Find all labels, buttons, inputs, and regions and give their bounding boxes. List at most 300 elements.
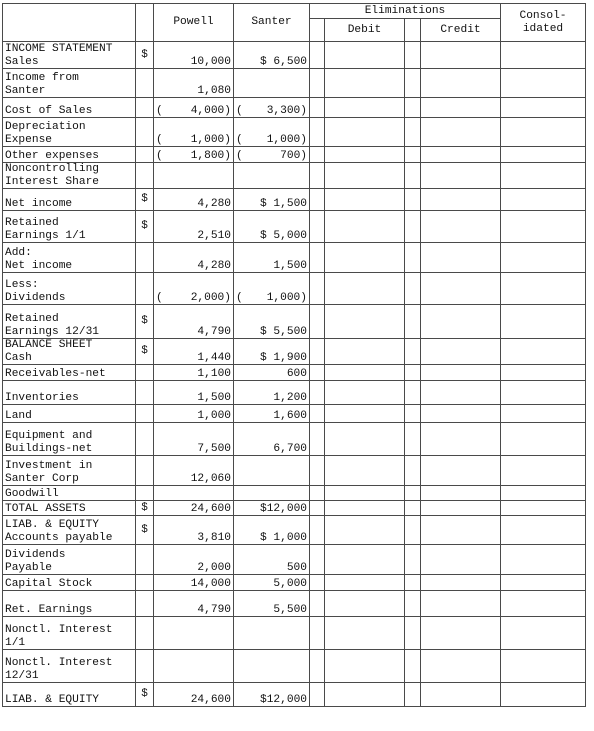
powell-amount — [154, 591, 234, 617]
santer-value: $ 1,000 — [260, 531, 307, 544]
elim-debit-amount — [325, 163, 405, 189]
table-row — [3, 381, 586, 405]
santer-amount — [234, 365, 310, 381]
powell-amount — [154, 650, 234, 683]
elim-debit-marker — [310, 98, 325, 118]
row-label-line: Expense — [5, 133, 52, 146]
powell-amount — [154, 365, 234, 381]
elim-debit-marker — [310, 42, 325, 69]
consolidated-amount — [501, 339, 586, 365]
powell-value: 1,000 — [197, 409, 231, 422]
row-label-line: Interest Share — [5, 175, 99, 188]
row-label-line: Equipment and — [5, 430, 93, 442]
powell-value: 12,060 — [190, 472, 231, 485]
col-header-debit: Debit — [325, 19, 405, 42]
consolidated-amount — [501, 486, 586, 501]
elim-debit-marker — [310, 69, 325, 98]
dollar-sign-cell — [136, 650, 154, 683]
consolidated-amount — [501, 545, 586, 575]
powell-value: 10,000 — [190, 55, 231, 68]
row-label-line: Land — [5, 409, 32, 422]
powell-value: 1,800) — [190, 149, 231, 162]
elim-debit-amount — [325, 147, 405, 163]
table-row — [3, 163, 586, 189]
powell-value: 2,510 — [197, 229, 231, 242]
consolidated-amount — [501, 305, 586, 339]
santer-amount — [234, 683, 310, 707]
santer-value: 600 — [286, 367, 307, 380]
santer-amount — [234, 456, 310, 486]
elim-credit-marker — [405, 456, 421, 486]
row-label-line: BALANCE SHEET — [5, 339, 93, 351]
dollar-sign-cell — [136, 98, 154, 118]
col-header-consolidated — [501, 4, 586, 42]
powell-value: 2,000) — [190, 291, 231, 304]
powell-amount — [154, 456, 234, 486]
elim-credit-marker — [405, 650, 421, 683]
row-label-line: Nonctl. Interest — [5, 657, 113, 669]
header-label-cell — [3, 4, 136, 42]
table-row — [3, 118, 586, 147]
elim-debit-amount — [325, 423, 405, 456]
santer-amount — [234, 650, 310, 683]
dollar-sign-cell — [136, 273, 154, 305]
row-label-line: Retained — [5, 313, 59, 325]
row-label-line: Earnings 1/1 — [5, 229, 86, 242]
santer-value: 1,000) — [266, 291, 307, 304]
elim-credit-amount — [421, 501, 501, 516]
row-label-line: 12/31 — [5, 669, 39, 682]
elim-credit-amount — [421, 42, 501, 69]
consolidated-amount — [501, 683, 586, 707]
consolidated-amount — [501, 650, 586, 683]
row-label-line: LIAB. & EQUITY — [5, 693, 99, 706]
consolidated-amount — [501, 617, 586, 650]
elim-credit-marker — [405, 339, 421, 365]
elim-credit-amount — [421, 423, 501, 456]
row-label — [3, 273, 136, 305]
elim-credit-amount — [421, 163, 501, 189]
row-label — [3, 591, 136, 617]
row-label — [3, 456, 136, 486]
santer-amount — [234, 243, 310, 273]
elim-credit-amount — [421, 381, 501, 405]
elim-debit-amount — [325, 617, 405, 650]
row-label-line: Buildings-net — [5, 442, 93, 455]
elim-credit-marker — [405, 591, 421, 617]
header-dollar-cell — [136, 4, 154, 42]
elim-credit-marker — [405, 69, 421, 98]
santer-amount — [234, 163, 310, 189]
table-row — [3, 405, 586, 423]
powell-value: 4,000) — [190, 104, 231, 117]
powell-value: 7,500 — [197, 442, 231, 455]
dollar-sign-cell: $ — [136, 683, 154, 707]
dollar-sign-cell: $ — [136, 42, 154, 69]
elim-debit-amount — [325, 456, 405, 486]
elim-debit-marker — [310, 273, 325, 305]
elim-credit-marker — [405, 423, 421, 456]
elim-credit-marker — [405, 118, 421, 147]
powell-amount — [154, 575, 234, 591]
consolidated-amount — [501, 591, 586, 617]
elim-credit-marker — [405, 163, 421, 189]
col-header-credit: Credit — [421, 19, 501, 42]
row-label — [3, 305, 136, 339]
elim-debit-marker — [310, 591, 325, 617]
row-label — [3, 381, 136, 405]
elim-credit-amount — [421, 365, 501, 381]
dollar-sign-cell — [136, 423, 154, 456]
elim-debit-amount — [325, 189, 405, 211]
powell-value: 1,500 — [197, 391, 231, 404]
consolidated-amount — [501, 516, 586, 545]
elim-credit-amount — [421, 339, 501, 365]
powell-amount — [154, 69, 234, 98]
elim-credit-amount — [421, 305, 501, 339]
elim-debit-marker — [310, 501, 325, 516]
elim-credit-marker — [405, 189, 421, 211]
table-row — [3, 243, 586, 273]
row-label-line: Receivables-net — [5, 367, 106, 380]
elim-debit-marker — [310, 683, 325, 707]
table-row — [3, 147, 586, 163]
powell-amount — [154, 516, 234, 545]
elim-credit-amount — [421, 650, 501, 683]
elim-credit-amount — [421, 69, 501, 98]
elim-debit-marker — [310, 339, 325, 365]
santer-value: $12,000 — [260, 693, 307, 706]
elim-debit-marker — [310, 243, 325, 273]
consolidated-amount — [501, 273, 586, 305]
row-label — [3, 211, 136, 243]
santer-amount — [234, 575, 310, 591]
elim-credit-marker — [405, 211, 421, 243]
powell-amount — [154, 501, 234, 516]
open-paren: ( — [156, 149, 163, 162]
table-row — [3, 617, 586, 650]
santer-amount — [234, 305, 310, 339]
powell-amount — [154, 305, 234, 339]
santer-value: 700) — [280, 149, 307, 162]
elim-debit-marker — [310, 163, 325, 189]
consolidated-amount — [501, 211, 586, 243]
table-row — [3, 339, 586, 365]
elim-debit-amount — [325, 305, 405, 339]
row-label-line: Dividends — [5, 549, 66, 561]
elim-credit-marker — [405, 273, 421, 305]
dollar-sign-cell: $ — [136, 211, 154, 243]
row-label-line: Inventories — [5, 391, 79, 404]
elim-debit-marker — [310, 545, 325, 575]
powell-value: 4,790 — [197, 603, 231, 616]
santer-amount — [234, 273, 310, 305]
santer-value: $12,000 — [260, 502, 307, 515]
table-row — [3, 423, 586, 456]
elim-credit-amount — [421, 683, 501, 707]
dollar-sign-cell — [136, 405, 154, 423]
santer-amount — [234, 69, 310, 98]
row-label — [3, 486, 136, 501]
elim-debit-marker — [310, 516, 325, 545]
row-label-line: Capital Stock — [5, 577, 93, 590]
elim-debit-amount — [325, 545, 405, 575]
elim-credit-marker — [405, 42, 421, 69]
elim-credit-amount — [421, 118, 501, 147]
elim-debit-amount — [325, 243, 405, 273]
santer-value: $ 6,500 — [260, 55, 307, 68]
elim-credit-amount — [421, 189, 501, 211]
santer-value: 1,500 — [273, 259, 307, 272]
elim-credit-amount — [421, 486, 501, 501]
santer-amount — [234, 98, 310, 118]
dollar-sign-cell — [136, 243, 154, 273]
consolidated-amount — [501, 365, 586, 381]
elim-debit-amount — [325, 516, 405, 545]
elim-debit-amount — [325, 650, 405, 683]
elim-credit-amount — [421, 147, 501, 163]
row-label-line: 1/1 — [5, 636, 26, 649]
elim-debit-amount — [325, 405, 405, 423]
elim-credit-marker — [405, 305, 421, 339]
elim-debit-marker — [310, 147, 325, 163]
consolidated-amount — [501, 163, 586, 189]
row-label — [3, 423, 136, 456]
powell-value: 1,100 — [197, 367, 231, 380]
row-label-line: Depreciation — [5, 121, 86, 133]
table-row — [3, 456, 586, 486]
elim-credit-amount — [421, 617, 501, 650]
dollar-sign-cell — [136, 617, 154, 650]
row-label — [3, 683, 136, 707]
open-paren: ( — [236, 149, 243, 162]
row-label — [3, 98, 136, 118]
powell-value: 2,000 — [197, 561, 231, 574]
powell-amount — [154, 273, 234, 305]
elim-debit-marker — [310, 423, 325, 456]
consolidated-amount — [501, 98, 586, 118]
santer-amount — [234, 381, 310, 405]
powell-amount — [154, 545, 234, 575]
elim-credit-amount — [421, 211, 501, 243]
dollar-sign-cell — [136, 365, 154, 381]
santer-value: $ 1,900 — [260, 351, 307, 364]
row-label-line: Add: — [5, 247, 32, 259]
elim-credit-marker — [405, 516, 421, 545]
col-header-eliminations: Eliminations — [310, 4, 501, 19]
consolidated-amount — [501, 118, 586, 147]
powell-amount — [154, 42, 234, 69]
elim-credit-amount — [421, 516, 501, 545]
elim-debit-amount — [325, 211, 405, 243]
elim-credit-marker — [405, 147, 421, 163]
dollar-sign-cell — [136, 486, 154, 501]
dollar-sign-cell: $ — [136, 516, 154, 545]
elim-debit-marker — [310, 456, 325, 486]
elim-credit-amount — [421, 243, 501, 273]
row-label — [3, 189, 136, 211]
row-label — [3, 365, 136, 381]
elim-credit-marker — [405, 381, 421, 405]
table-row — [3, 42, 586, 69]
dollar-sign-cell — [136, 118, 154, 147]
elim-credit-marker — [405, 486, 421, 501]
elim-debit-amount — [325, 98, 405, 118]
consolidated-amount — [501, 69, 586, 98]
consolidated-amount — [501, 423, 586, 456]
santer-value: 1,600 — [273, 409, 307, 422]
table-row — [3, 98, 586, 118]
open-paren: ( — [236, 291, 243, 304]
row-label — [3, 118, 136, 147]
elim-debit-amount — [325, 591, 405, 617]
consolidated-amount — [501, 189, 586, 211]
table-row — [3, 305, 586, 339]
powell-amount — [154, 683, 234, 707]
powell-amount — [154, 147, 234, 163]
elim-credit-amount — [421, 405, 501, 423]
dollar-sign-cell — [136, 69, 154, 98]
header-row-1 — [3, 4, 586, 19]
elim-credit-amount — [421, 98, 501, 118]
consolidated-amount — [501, 381, 586, 405]
table-row — [3, 575, 586, 591]
row-label-line: Retained — [5, 217, 59, 229]
santer-value: $ 5,500 — [260, 325, 307, 338]
elim-credit-amount — [421, 456, 501, 486]
row-label — [3, 501, 136, 516]
elim-debit-marker — [310, 211, 325, 243]
row-label — [3, 243, 136, 273]
elim-credit-amount — [421, 545, 501, 575]
elim-credit-amount — [421, 273, 501, 305]
row-label-line: Earnings 12/31 — [5, 325, 99, 338]
elim-debit-amount — [325, 339, 405, 365]
row-label-line: Other expenses — [5, 149, 99, 162]
elim-debit-marker — [310, 118, 325, 147]
dollar-sign-cell: $ — [136, 189, 154, 211]
consolidated-amount — [501, 456, 586, 486]
table-row — [3, 273, 586, 305]
elim-debit-marker — [310, 405, 325, 423]
powell-value: 1,440 — [197, 351, 231, 364]
dollar-sign-cell — [136, 147, 154, 163]
row-label-line: Nonctl. Interest — [5, 624, 113, 636]
elim-credit-marker — [405, 365, 421, 381]
row-label — [3, 405, 136, 423]
table-row — [3, 365, 586, 381]
row-label-line: Less: — [5, 279, 39, 291]
elim-credit-marker — [405, 405, 421, 423]
elim-debit-marker — [310, 575, 325, 591]
row-label — [3, 516, 136, 545]
santer-value: 3,300) — [266, 104, 307, 117]
santer-amount — [234, 405, 310, 423]
open-paren: ( — [156, 104, 163, 117]
santer-amount — [234, 189, 310, 211]
santer-amount — [234, 339, 310, 365]
elim-spacer-mid — [405, 19, 421, 42]
powell-amount — [154, 486, 234, 501]
santer-amount — [234, 211, 310, 243]
row-label — [3, 69, 136, 98]
elim-credit-marker — [405, 243, 421, 273]
elim-debit-marker — [310, 381, 325, 405]
row-label — [3, 147, 136, 163]
powell-amount — [154, 243, 234, 273]
elim-credit-marker — [405, 575, 421, 591]
elim-debit-marker — [310, 365, 325, 381]
powell-amount — [154, 423, 234, 456]
row-label-line: Noncontrolling — [5, 163, 99, 175]
row-label — [3, 163, 136, 189]
elim-debit-amount — [325, 683, 405, 707]
powell-amount — [154, 163, 234, 189]
consolidated-amount — [501, 147, 586, 163]
santer-value: 1,200 — [273, 391, 307, 404]
row-label-line: Santer — [5, 84, 46, 97]
row-label-line: Sales — [5, 55, 39, 68]
santer-value: 5,500 — [273, 603, 307, 616]
table-row — [3, 69, 586, 98]
elim-debit-amount — [325, 69, 405, 98]
open-paren: ( — [236, 104, 243, 117]
powell-value: 1,080 — [197, 84, 231, 97]
santer-amount — [234, 147, 310, 163]
powell-value: 1,000) — [190, 133, 231, 146]
santer-value: 500 — [286, 561, 307, 574]
row-label-line: Net income — [5, 197, 73, 210]
elim-debit-marker — [310, 486, 325, 501]
row-label-line: LIAB. & EQUITY — [5, 519, 99, 531]
dollar-sign-cell — [136, 591, 154, 617]
table-row — [3, 486, 586, 501]
dollar-sign-cell — [136, 545, 154, 575]
santer-amount — [234, 617, 310, 650]
powell-amount — [154, 118, 234, 147]
powell-amount — [154, 381, 234, 405]
dollar-sign-cell: $ — [136, 339, 154, 365]
elim-credit-marker — [405, 501, 421, 516]
elim-debit-marker — [310, 650, 325, 683]
dollar-sign-cell — [136, 163, 154, 189]
powell-value: 4,280 — [197, 259, 231, 272]
elim-debit-amount — [325, 486, 405, 501]
table-row — [3, 683, 586, 707]
row-label-line: INCOME STATEMENT — [5, 43, 113, 55]
open-paren: ( — [156, 291, 163, 304]
consolidated-amount — [501, 405, 586, 423]
table-row — [3, 591, 586, 617]
santer-amount — [234, 118, 310, 147]
powell-amount — [154, 617, 234, 650]
table-row — [3, 650, 586, 683]
elim-credit-marker — [405, 683, 421, 707]
dollar-sign-cell: $ — [136, 305, 154, 339]
elim-debit-amount — [325, 501, 405, 516]
elim-debit-amount — [325, 42, 405, 69]
row-label-line: Goodwill — [5, 487, 59, 500]
consolidated-line-1: Consol- — [519, 10, 567, 22]
santer-value: 5,000 — [273, 577, 307, 590]
table-row — [3, 501, 586, 516]
row-label — [3, 650, 136, 683]
powell-value: 24,600 — [190, 693, 231, 706]
consolidated-amount — [501, 501, 586, 516]
row-label-line: Accounts payable — [5, 531, 113, 544]
row-label — [3, 42, 136, 69]
row-label-line: Income from — [5, 72, 79, 84]
